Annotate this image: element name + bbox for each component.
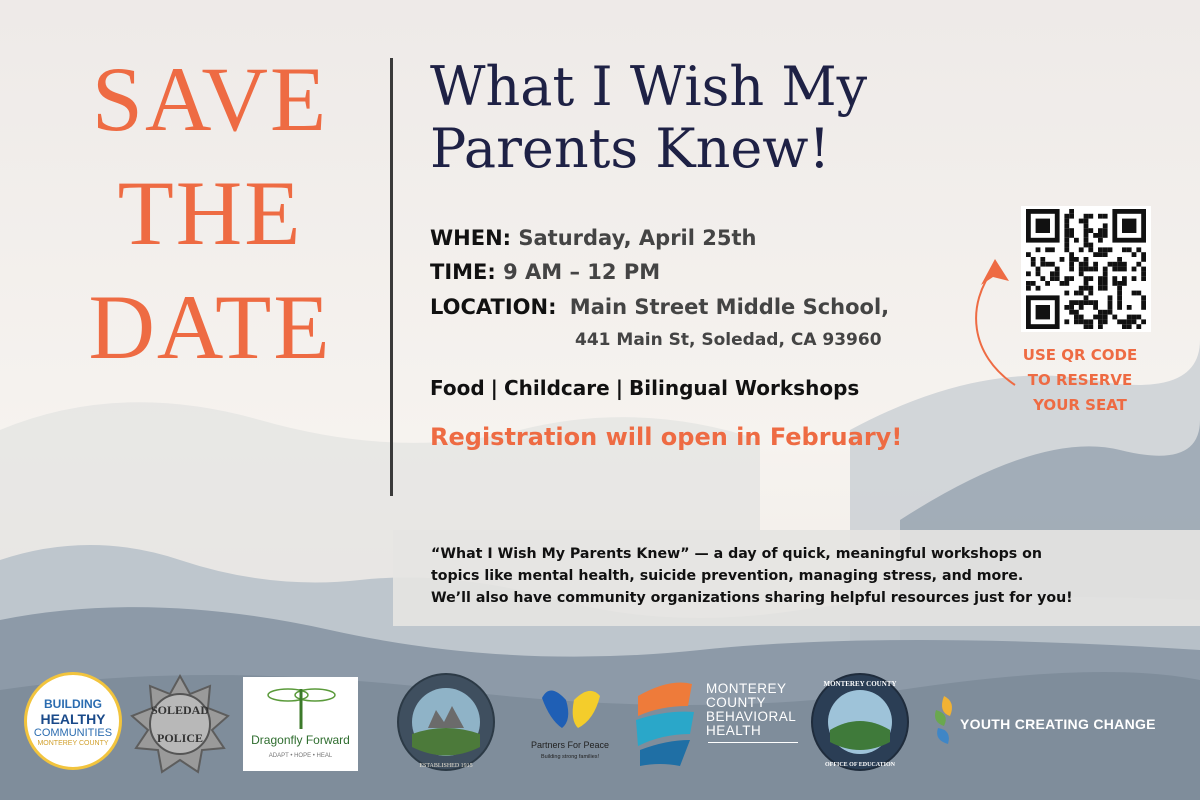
soledad-police-badge-logo (128, 672, 232, 776)
mcbh-name (706, 682, 796, 738)
title-line-2: Parents Knew! (430, 117, 831, 180)
qr-instruction (1010, 343, 1150, 418)
location-row (430, 295, 889, 319)
vertical-divider (390, 58, 393, 496)
headline-line-2: THE (117, 162, 303, 264)
mcoe-bottom-text: OFFICE OF EDUCATION (824, 762, 896, 768)
feature-childcare: Childcare (503, 376, 610, 400)
monterey-county-behavioral-health-logo (630, 676, 800, 772)
mcbh-line-1: MONTEREY (706, 681, 787, 696)
pfp-tagline: Building strong families! (540, 754, 600, 760)
time-row (430, 260, 660, 284)
ycc-leaf-icon (930, 692, 958, 748)
description-text (431, 543, 1191, 609)
when-label: WHEN: (430, 226, 512, 250)
title-line-1: What I Wish My (430, 55, 868, 118)
description-line-3: We’ll also have community organizations sharing helpful resources just for you! (431, 590, 1073, 606)
feature-food: Food (430, 376, 485, 400)
mcbh-wave-icon (630, 676, 704, 772)
police-bottom-text: POLICE (156, 731, 204, 745)
description-line-2: topics like mental health, suicide prevention, managing stress, and more. (431, 568, 1024, 584)
time-value: 9 AM – 12 PM (503, 260, 661, 284)
qr-code-graphic (1021, 206, 1151, 332)
address: 441 Main St, Soledad, CA 93960 (575, 330, 882, 350)
features-list (430, 376, 859, 400)
bhc-line-3: COMMUNITIES (33, 727, 113, 739)
soledad-unified-school-district-seal (396, 672, 496, 772)
qr-code-icon[interactable] (1021, 206, 1151, 332)
when-row (430, 226, 756, 250)
mcbh-line-4: HEALTH (706, 723, 762, 738)
location-value: Main Street Middle School, (569, 295, 890, 319)
building-healthy-communities-logo (24, 672, 122, 770)
time-label: TIME: (430, 260, 496, 284)
mcbh-line-2: COUNTY (706, 695, 766, 710)
mcoe-top-text: MONTEREY COUNTY (823, 680, 897, 688)
qr-note-line-3: YOUR SEAT (1033, 396, 1127, 414)
bhc-line-2: HEALTHY (40, 711, 106, 727)
description-line-1: “What I Wish My Parents Knew” — a day of quick, meaningful workshops on (431, 546, 1042, 562)
dragonfly-icon (243, 677, 358, 733)
dragonfly-tagline: ADAPT • HOPE • HEAL (268, 753, 333, 759)
feature-bilingual-workshops: Bilingual Workshops (629, 376, 860, 400)
feature-separator: | (490, 376, 498, 400)
save-the-date-heading (60, 42, 360, 384)
dove-icon (520, 680, 620, 738)
when-value: Saturday, April 25th (518, 226, 757, 250)
pfp-name: Partners For Peace (530, 740, 610, 750)
bhc-line-1: BUILDING (44, 697, 102, 711)
monterey-county-office-of-education-seal (810, 672, 910, 772)
susd-established: ESTABLISHED 1915 (419, 763, 473, 769)
feature-separator: | (615, 376, 624, 400)
bhc-line-4: MONTEREY COUNTY (37, 740, 109, 747)
headline-line-1: SAVE (91, 48, 329, 150)
partners-for-peace-logo (520, 680, 620, 770)
location-label: LOCATION: (430, 295, 557, 319)
mcbh-line-3: BEHAVIORAL (706, 709, 797, 724)
registration-notice: Registration will open in February! (430, 423, 903, 451)
police-top-text: SOLEDAD (150, 703, 210, 717)
ycc-name: YOUTH CREATING CHANGE (960, 716, 1156, 732)
dragonfly-name: Dragonfly Forward (251, 733, 350, 747)
youth-creating-change-logo (930, 692, 1180, 752)
headline-line-3: DATE (88, 276, 332, 378)
event-title (430, 56, 970, 180)
description-box (393, 530, 1200, 626)
qr-note-line-2: TO RESERVE (1027, 371, 1133, 389)
dragonfly-forward-logo (243, 677, 358, 771)
qr-note-line-1: USE QR CODE (1022, 346, 1138, 364)
mcbh-divider (708, 742, 798, 743)
